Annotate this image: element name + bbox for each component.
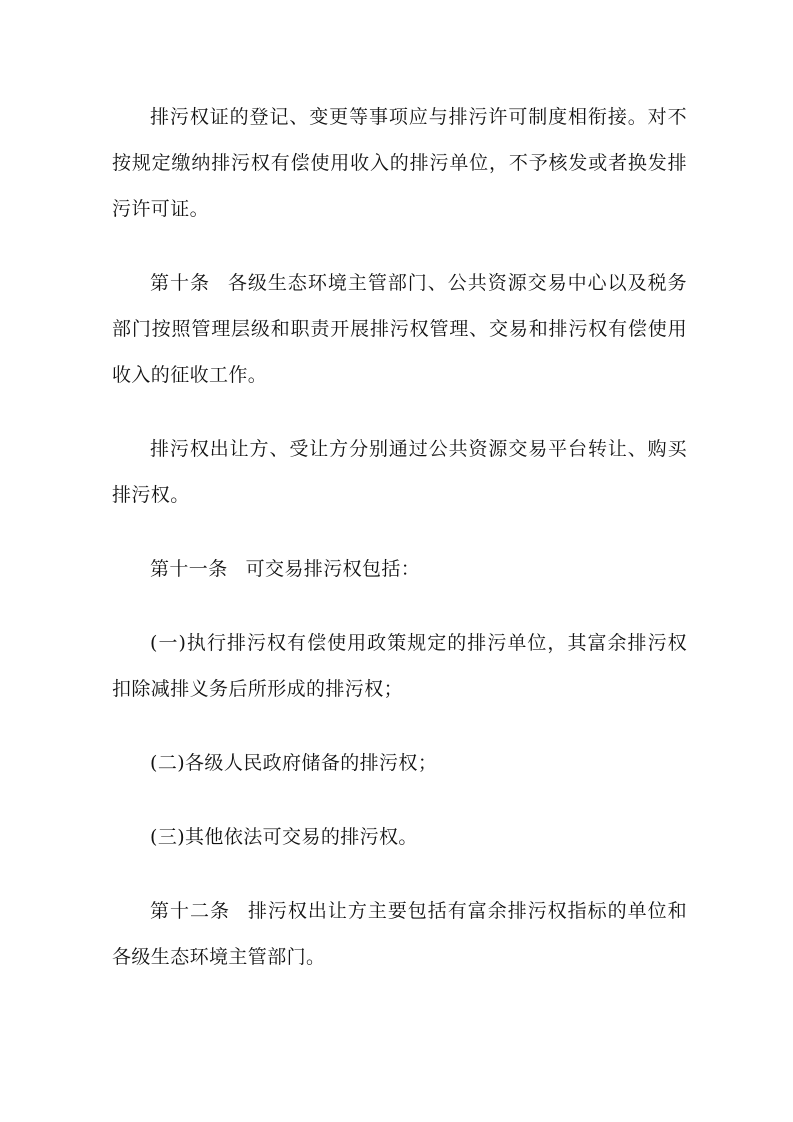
list-item-1	[112, 620, 687, 712]
paragraph-text: (二)各级人民政府储备的排污权；	[150, 752, 438, 774]
article-number: 第十二条	[150, 900, 230, 922]
document-body	[112, 94, 687, 980]
paragraph-article-11	[112, 546, 687, 592]
paragraph-text: (三)其他依法可交易的排污权。	[150, 826, 418, 848]
paragraph-transfer-parties	[112, 426, 687, 518]
paragraph-text: 排污权出让方主要包括有富余排污权指标的单位和各级生态环境主管部门。	[112, 900, 687, 968]
paragraph-text: 各级生态环境主管部门、公共资源交易中心以及税务部门按照管理层级和职责开展排污权管理、交易和排污权有偿使用收入的征收工作。	[112, 272, 687, 386]
paragraph-text: 排污权出让方、受让方分别通过公共资源交易平台转让、购买排污权。	[112, 438, 687, 506]
paragraph-text: (一)执行排污权有偿使用政策规定的排污单位，其富余排污权扣除减排义务后所形成的排污权；	[112, 632, 687, 700]
paragraph-article-10	[112, 260, 687, 398]
paragraph-article-12	[112, 888, 687, 980]
list-item-3	[112, 814, 687, 860]
list-item-2	[112, 740, 687, 786]
article-number: 第十一条	[150, 558, 228, 580]
paragraph-text: 排污权证的登记、变更等事项应与排污许可制度相衔接。对不按规定缴纳排污权有偿使用收入的排污单位，不予核发或者换发排污许可证。	[112, 106, 687, 220]
paragraph-license-registration	[112, 94, 687, 232]
paragraph-text: 可交易排污权包括：	[245, 558, 421, 580]
article-number: 第十条	[150, 272, 210, 294]
